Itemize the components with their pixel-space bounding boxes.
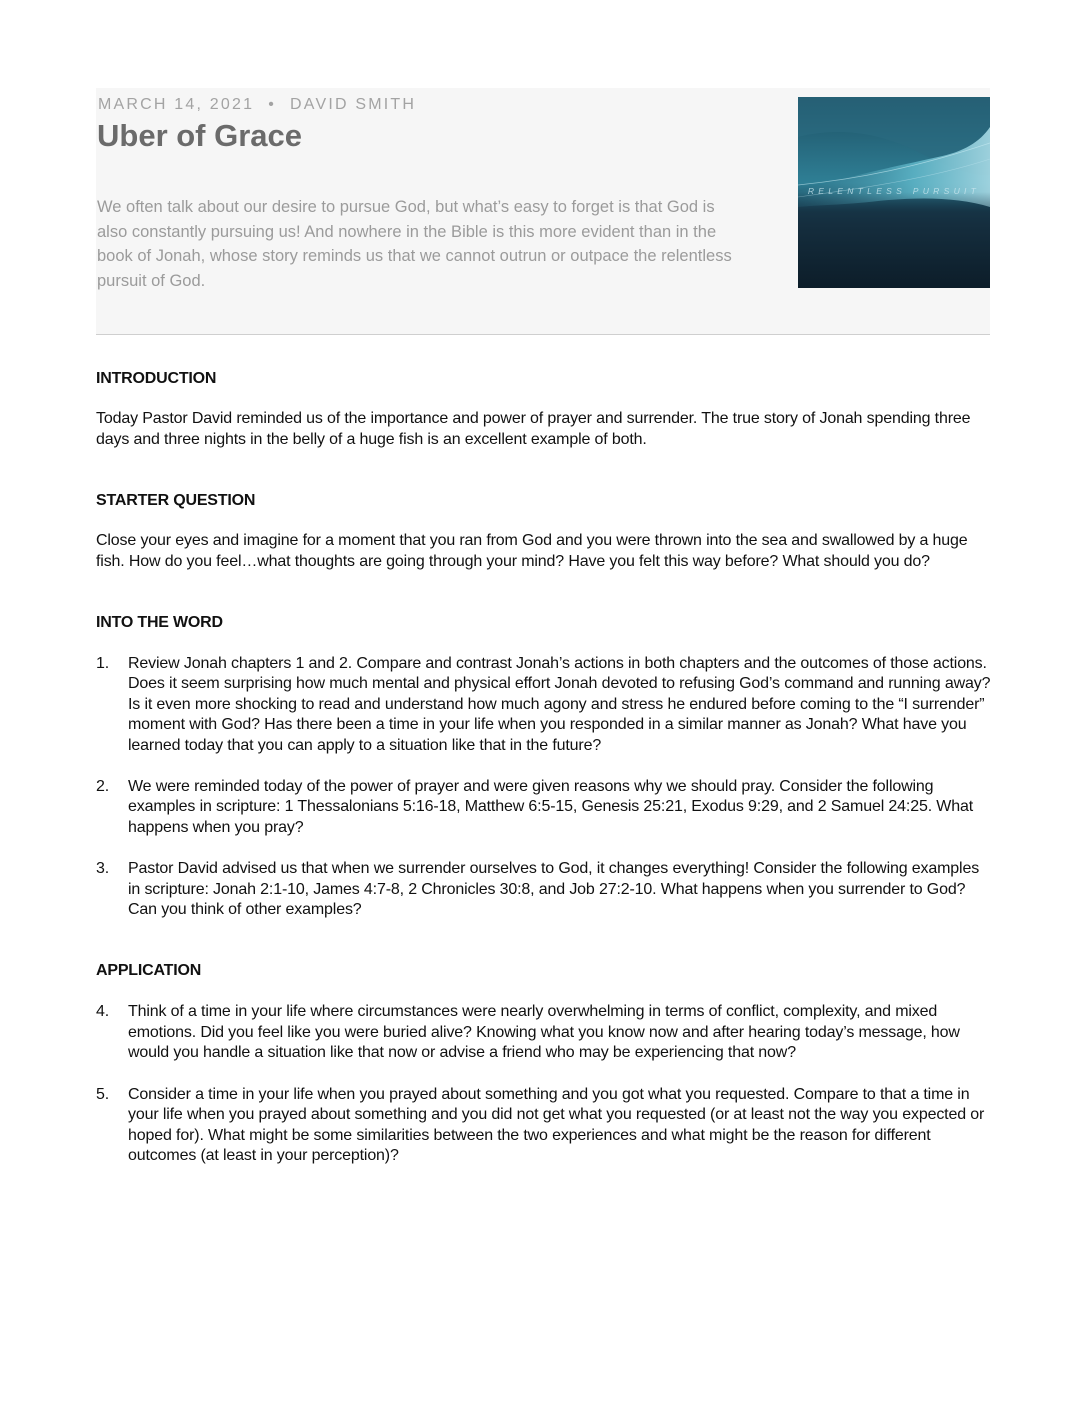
sermon-summary: We often talk about our desire to pursue God, but what’s easy to forget is that God is also constantly pursuing us! And nowhere in the Bible is this more evident than in the book of Jonah, whose story reminds us that we cannot outrun or outpace the relentless pursuit of God. (97, 198, 732, 290)
question-item (96, 1085, 991, 1167)
sermon-meta (98, 96, 416, 114)
introduction-text: Today Pastor David reminded us of the importance and power of prayer and surrender. The true story of Jonah spending three days and three nights in the belly of a huge fish is an excellent example of both. (96, 410, 971, 448)
question-item (96, 777, 991, 838)
series-title: RELENTLESS PURSUIT (807, 186, 981, 196)
question-number: 1. (96, 655, 110, 672)
starter-question-text: Close your eyes and imagine for a moment that you ran from God and you were thrown into the sea and swallowed by a huge fish. How do you feel…what thoughts are going through your mind? Have you felt this way before? What should you do? (96, 532, 968, 570)
starter-question-heading: STARTER QUESTION (96, 492, 256, 509)
question-text: Think of a time in your life where circumstances were nearly overwhelming in terms of conflict, complexity, and mixed emotions. Did you feel like you were buried alive? Knowing what you know now and after hearing today’s message, how would you handle a situation like that now or advise a friend who may be experiencing that now? (128, 1003, 960, 1062)
introduction-heading: INTRODUCTION (96, 370, 217, 387)
sermon-title: Uber of Grace (97, 118, 303, 153)
application-heading: APPLICATION (96, 962, 202, 980)
question-text: We were reminded today of the power of prayer and were given reasons why we should pray. Consider the following examples in scripture: 1 Thessalonians 5:16-18, Matthew 6:5-15, Genesis 25:21, Exodus 9:29, and 2 Samuel 24:25. What happens when you pray? (128, 778, 974, 836)
question-item (96, 859, 991, 920)
question-number: 4. (96, 1003, 110, 1021)
study-guide-content (96, 369, 991, 1166)
meta-separator: • (268, 96, 277, 113)
into-the-word-heading: INTO THE WORD (96, 614, 223, 631)
question-number: 3. (96, 860, 110, 878)
question-number: 5. (96, 1085, 110, 1103)
question-text: Review Jonah chapters 1 and 2. Compare and contrast Jonah’s actions in both chapters and the outcomes of those actions. Does it seem surprising how much mental and physical effort Jonah devoted to refusing God’s command and running away? Is it even more shocking to read and understand how much agony and stress he endured before coming to the “I surrender” moment with God? Has there been a time in your life when you responded in a similar manner as Jonah? What have you learned today that you can apply to a situation like that in the future? (128, 655, 991, 754)
sermon-date: MARCH 14, 2021 (98, 96, 255, 113)
question-number: 2. (96, 778, 110, 796)
question-item (96, 1002, 991, 1063)
sermon-speaker: DAVID SMITH (290, 96, 417, 113)
question-text: Consider a time in your life when you prayed about something and you got what you requested. Compare to that a time in your life when you prayed about something and you did not get what you requested (or at least not the way you expected or hoped for). What might be some similarities between the two experiences and what might be the reason for different outcomes (at least in your perception)? (128, 1085, 985, 1164)
sermon-header (96, 88, 990, 335)
series-cover-image (798, 97, 990, 288)
question-text: Pastor David advised us that when we surrender ourselves to God, it changes everything! Consider the following examples in scripture: Jonah 2:1-10, James 4:7-8, 2 Chronicles 30:8, and Job 27:2-10. What happens when you surrender to God? Can you think of other examples? (128, 860, 980, 919)
question-item (96, 654, 991, 756)
